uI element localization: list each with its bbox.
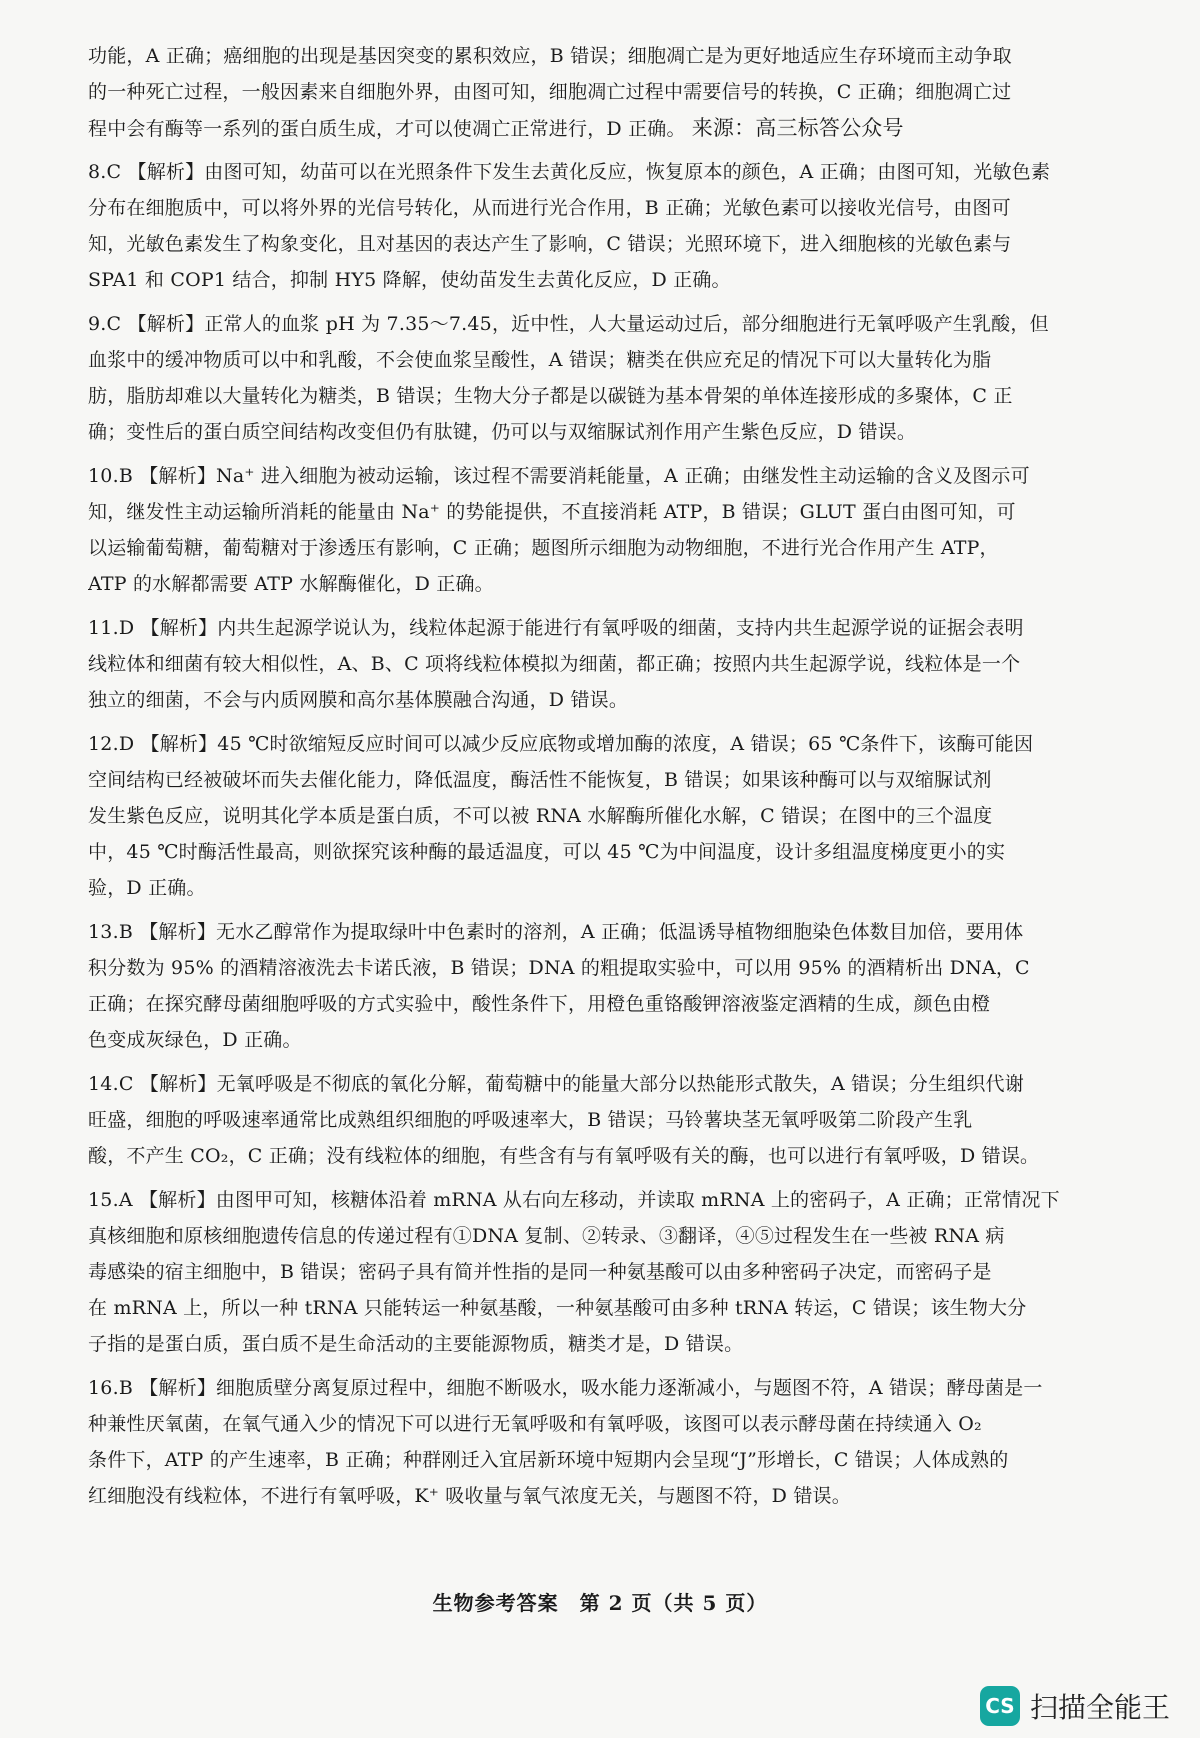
- answer-16-line: 16.B 【解析】细胞质壁分离复原过程中，细胞不断吸水，吸水能力逐渐减小，与题图不符，A 错误；酵母菌是一: [88, 1377, 1043, 1399]
- text-line: 线粒体和细菌有较大相似性，A、B、C 项将线粒体模拟为细菌，都正确；按照内共生起源学说，线粒体是一个: [88, 653, 1021, 675]
- text-line: 空间结构已经被破坏而失去催化能力，降低温度，酶活性不能恢复，B 错误；如果该种酶可以与双缩脲试剂: [88, 769, 992, 791]
- text-line: SPA1 和 COP1 结合，抑制 HY5 降解，使幼苗发生去黄化反应，D 正确。: [88, 269, 731, 291]
- text-line: 验，D 正确。: [88, 877, 206, 899]
- answer-13-line: 13.B 【解析】无水乙醇常作为提取绿叶中色素时的溶剂，A 正确；低温诱导植物细胞染色体数目加倍，要用体: [88, 921, 1024, 943]
- text-line: 条件下，ATP 的产生速率，B 正确；种群刚迁入宜居新环境中短期内会呈现“J”形增长，C 错误；人体成熟的: [88, 1449, 1009, 1471]
- answer-9-line: 9.C 【解析】正常人的血浆 pH 为 7.35～7.45，近中性，人大量运动过后，部分细胞进行无氧呼吸产生乳酸，但: [88, 313, 1049, 335]
- answer-15-line: 15.A 【解析】由图甲可知，核糖体沿着 mRNA 从右向左移动，并读取 mRNA 上的密码子，A 正确；正常情况下: [88, 1189, 1060, 1211]
- answer-11-line: 11.D 【解析】内共生起源学说认为，线粒体起源于能进行有氧呼吸的细菌，支持内共生起源学说的证据会表明: [88, 617, 1024, 639]
- text-line: 酸，不产生 CO₂，C 正确；没有线粒体的细胞，有些含有与有氧呼吸有关的酶，也可以进行有氧呼吸，D 错误。: [88, 1145, 1040, 1167]
- text-line: 功能，A 正确；癌细胞的出现是基因突变的累积效应，B 错误；细胞凋亡是为更好地适应生存环境而主动争取: [88, 45, 1012, 67]
- answer-14-line: 14.C 【解析】无氧呼吸是不彻底的氧化分解，葡萄糖中的能量大部分以热能形式散失，A 错误；分生组织代谢: [88, 1073, 1024, 1095]
- text-line: 的一种死亡过程，一般因素来自细胞外界，由图可知，细胞凋亡过程中需要信号的转换，C 正确；细胞凋亡过: [88, 81, 1012, 103]
- text-line: 以运输葡萄糖，葡萄糖对于渗透压有影响，C 正确；题图所示细胞为动物细胞，不进行光合作用产生 ATP，: [88, 537, 999, 559]
- text-line: 红细胞没有线粒体，不进行有氧呼吸，K⁺ 吸收量与氧气浓度无关，与题图不符，D 错误。: [88, 1485, 851, 1507]
- text-line: 中，45 ℃时酶活性最高，则欲探究该种酶的最适温度，可以 45 ℃为中间温度，设计多组温度梯度更小的实: [88, 841, 1006, 863]
- source-note: 来源：高三标答公众号: [691, 116, 904, 140]
- answer-10-line: 10.B 【解析】Na⁺ 进入细胞为被动运输，该过程不需要消耗能量，A 正确；由继发性主动运输的含义及图示可: [88, 465, 1030, 487]
- answer-8-line: 8.C 【解析】由图可知，幼苗可以在光照条件下发生去黄化反应，恢复原本的颜色，A 正确；由图可知，光敏色素: [88, 161, 1051, 183]
- watermark-text: 扫描全能王: [1029, 1691, 1170, 1724]
- text-line: 色变成灰绿色，D 正确。: [88, 1029, 302, 1051]
- text-line: 积分数为 95% 的酒精溶液洗去卡诺氏液，B 错误；DNA 的粗提取实验中，可以用 95% 的酒精析出 DNA，C: [88, 957, 1030, 979]
- text-line: 肪，脂肪却难以大量转化为糖类，B 错误；生物大分子都是以碳链为基本骨架的单体连接形成的多聚体，C 正: [88, 385, 1013, 407]
- text-line: 确；变性后的蛋白质空间结构改变但仍有肽键，仍可以与双缩脲试剂作用产生紫色反应，D 错误。: [88, 421, 917, 443]
- text-line: ATP 的水解都需要 ATP 水解酶催化，D 正确。: [88, 573, 494, 595]
- text-line: 独立的细菌，不会与内质网膜和高尔基体膜融合沟通，D 错误。: [88, 689, 629, 711]
- text-line: 毒感染的宿主细胞中，B 错误；密码子具有简并性指的是同一种氨基酸可以由多种密码子决定，而密码子是: [88, 1261, 992, 1283]
- text-line: 分布在细胞质中，可以将外界的光信号转化，从而进行光合作用，B 正确；光敏色素可以接收光信号，由图可: [88, 197, 1011, 219]
- text-line: 知，继发性主动运输所消耗的能量由 Na⁺ 的势能提供，不直接消耗 ATP，B 错误；GLUT 蛋白由图可知，可: [88, 501, 1016, 523]
- camscanner-logo-icon: CS: [980, 1686, 1020, 1726]
- scanner-watermark: [980, 1686, 1170, 1726]
- page-footer: 生物参考答案 第 2 页（共 5 页）: [432, 1591, 768, 1615]
- text-line: 知，光敏色素发生了构象变化，且对基因的表达产生了影响，C 错误；光照环境下，进入细胞核的光敏色素与: [88, 233, 1012, 255]
- answer-page: [88, 38, 1120, 1514]
- text-line: 血浆中的缓冲物质可以中和乳酸，不会使血浆呈酸性，A 错误；糖类在供应充足的情况下可以大量转化为脂: [88, 349, 992, 371]
- text-line: 种兼性厌氧菌，在氧气通入少的情况下可以进行无氧呼吸和有氧呼吸，该图可以表示酵母菌在持续通入 O₂: [88, 1413, 982, 1435]
- text-line: 真核细胞和原核细胞遗传信息的传递过程有①DNA 复制、②转录、③翻译，④⑤过程发生在一些被 RNA 病: [88, 1225, 1005, 1247]
- text-line: 子指的是蛋白质，蛋白质不是生命活动的主要能源物质，糖类才是，D 错误。: [88, 1333, 744, 1355]
- text-line: 在 mRNA 上，所以一种 tRNA 只能转运一种氨基酸，一种氨基酸可由多种 tRNA 转运，C 错误；该生物大分: [88, 1297, 1027, 1319]
- text-span: 程中会有酶等一系列的蛋白质生成，才可以使凋亡正常进行，D 正确。: [88, 118, 686, 140]
- text-line: 旺盛，细胞的呼吸速率通常比成熟组织细胞的呼吸速率大，B 错误；马铃薯块茎无氧呼吸第二阶段产生乳: [88, 1109, 973, 1131]
- answer-12-line: 12.D 【解析】45 ℃时欲缩短反应时间可以减少反应底物或增加酶的浓度，A 错误；65 ℃条件下，该酶可能因: [88, 733, 1034, 755]
- text-line: 发生紫色反应，说明其化学本质是蛋白质，不可以被 RNA 水解酶所催化水解，C 错误；在图中的三个温度: [88, 805, 993, 827]
- text-line: 正确；在探究酵母菌细胞呼吸的方式实验中，酸性条件下，用橙色重铬酸钾溶液鉴定酒精的生成，颜色由橙: [88, 993, 991, 1015]
- text-line: [88, 110, 1120, 146]
